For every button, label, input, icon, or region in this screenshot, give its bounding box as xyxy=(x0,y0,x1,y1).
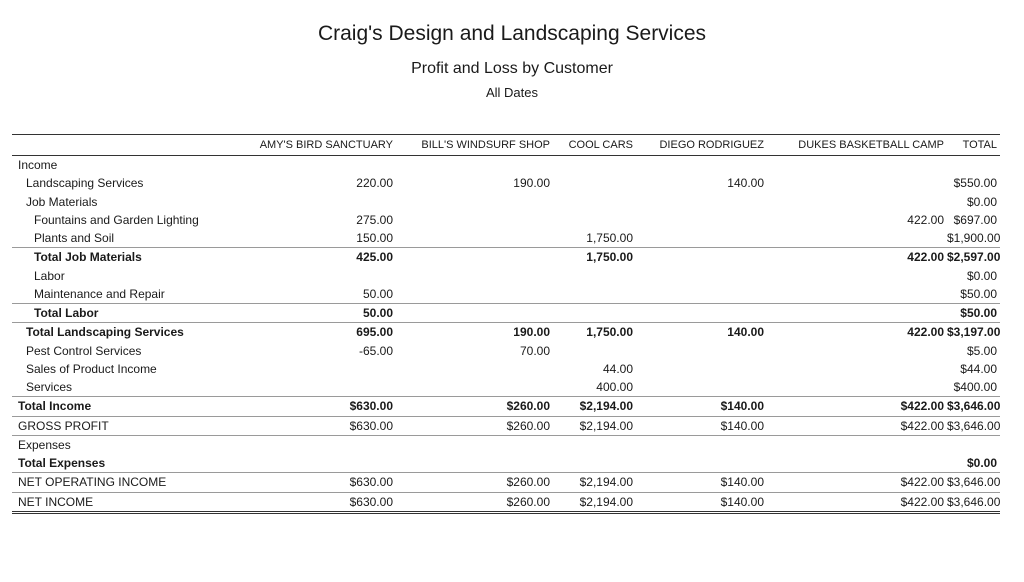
amount-cell[interactable]: 400.00 xyxy=(596,380,633,395)
amount-cell[interactable]: $3,646.00 xyxy=(947,397,1000,416)
amount-cell xyxy=(636,285,767,304)
amount-cell xyxy=(636,435,767,454)
amount-cell[interactable]: 70.00 xyxy=(519,343,550,358)
report-row xyxy=(12,193,1000,211)
column-header-cool-cars[interactable]: COOL CARS xyxy=(553,135,636,156)
amount-cell[interactable]: $422.00 xyxy=(767,397,947,416)
amount-cell[interactable]: $50.00 xyxy=(960,286,997,301)
amount-cell xyxy=(553,304,636,323)
amount-cell[interactable]: $0.00 xyxy=(966,194,997,209)
amount-cell[interactable]: 50.00 xyxy=(225,304,396,323)
amount-cell xyxy=(396,156,553,175)
row-label: Total Landscaping Services xyxy=(12,323,225,342)
report-title: Profit and Loss by Customer xyxy=(411,60,613,77)
report-dates: All Dates xyxy=(485,85,539,100)
report-row xyxy=(12,248,1000,267)
amount-cell[interactable]: $260.00 xyxy=(396,492,553,512)
amount-cell[interactable]: $697.00 xyxy=(953,212,997,227)
amount-cell xyxy=(225,156,396,175)
amount-cell[interactable]: $3,646.00 xyxy=(947,492,1000,512)
column-header-diego-rodriguez[interactable]: DIEGO RODRIGUEZ xyxy=(636,135,767,156)
amount-cell[interactable]: 275.00 xyxy=(356,212,393,227)
amount-cell[interactable]: 422.00 xyxy=(907,212,944,227)
report-row xyxy=(12,174,1000,192)
amount-cell[interactable]: $1,900.00 xyxy=(947,231,1001,246)
amount-cell xyxy=(553,267,636,285)
column-header-bills-windsurf-shop[interactable]: BILL'S WINDSURF SHOP xyxy=(396,135,553,156)
amount-cell[interactable]: 1,750.00 xyxy=(553,248,636,267)
amount-cell xyxy=(225,435,396,454)
amount-cell xyxy=(767,378,947,397)
report-row xyxy=(12,304,1000,323)
amount-cell[interactable]: $5.00 xyxy=(966,343,997,358)
row-label: Fountains and Garden Lighting xyxy=(34,212,199,227)
row-label: Maintenance and Repair xyxy=(34,286,165,301)
amount-cell xyxy=(636,229,767,248)
row-label: Total Income xyxy=(12,397,225,416)
amount-cell xyxy=(553,193,636,211)
amount-cell xyxy=(767,342,947,360)
amount-cell[interactable]: $0.00 xyxy=(966,456,997,471)
column-header-amys-bird-sanctuary[interactable]: AMY'S BIRD SANCTUARY xyxy=(225,135,396,156)
row-label: Job Materials xyxy=(26,194,98,209)
row-label: Total Labor xyxy=(12,304,225,323)
amount-cell[interactable]: 220.00 xyxy=(356,176,393,191)
column-header-dukes-basketball-camp[interactable]: DUKES BASKETBALL CAMP xyxy=(767,135,947,156)
amount-cell xyxy=(947,435,1000,454)
row-label: Expenses xyxy=(12,435,225,454)
row-label: Pest Control Services xyxy=(26,343,142,358)
amount-cell xyxy=(396,378,553,397)
amount-cell xyxy=(767,360,947,378)
amount-cell xyxy=(636,304,767,323)
amount-cell[interactable]: 190.00 xyxy=(513,176,550,191)
amount-cell[interactable]: $260.00 xyxy=(396,416,553,435)
amount-cell[interactable]: 190.00 xyxy=(396,323,553,342)
amount-cell[interactable]: 140.00 xyxy=(636,323,767,342)
row-label: Total Expenses xyxy=(18,456,106,471)
amount-cell[interactable]: $260.00 xyxy=(396,473,553,492)
column-header-row xyxy=(12,135,1000,156)
report-table xyxy=(12,134,1000,514)
amount-cell[interactable]: 695.00 xyxy=(225,323,396,342)
amount-cell xyxy=(396,454,553,473)
amount-cell[interactable]: $630.00 xyxy=(225,397,396,416)
amount-cell[interactable]: 422.00 xyxy=(767,248,947,267)
amount-cell xyxy=(225,454,396,473)
row-label: Sales of Product Income xyxy=(26,361,157,376)
report-row xyxy=(12,473,1000,492)
amount-cell xyxy=(767,193,947,211)
company-name: Craig's Design and Landscaping Services xyxy=(317,22,707,45)
amount-cell xyxy=(767,454,947,473)
amount-cell xyxy=(636,378,767,397)
amount-cell xyxy=(636,454,767,473)
amount-cell[interactable]: $422.00 xyxy=(767,473,947,492)
amount-cell[interactable]: $2,194.00 xyxy=(553,416,636,435)
amount-cell xyxy=(396,229,553,248)
report-row xyxy=(12,360,1000,378)
amount-cell xyxy=(553,435,636,454)
amount-cell[interactable]: $422.00 xyxy=(767,492,947,512)
amount-cell[interactable]: $2,194.00 xyxy=(553,492,636,512)
amount-cell xyxy=(636,342,767,360)
row-label: Plants and Soil xyxy=(34,231,115,246)
amount-cell xyxy=(636,211,767,229)
amount-cell[interactable]: 422.00 xyxy=(767,323,947,342)
amount-cell[interactable]: $3,197.00 xyxy=(947,323,1000,342)
amount-cell xyxy=(767,435,947,454)
row-label: NET OPERATING INCOME xyxy=(12,473,225,492)
amount-cell[interactable]: $260.00 xyxy=(396,397,553,416)
amount-cell xyxy=(636,193,767,211)
report-row xyxy=(12,156,1000,175)
amount-cell xyxy=(767,285,947,304)
amount-cell xyxy=(225,193,396,211)
amount-cell xyxy=(396,285,553,304)
amount-cell[interactable]: $400.00 xyxy=(953,380,997,395)
amount-cell[interactable]: 150.00 xyxy=(356,231,393,246)
report-row xyxy=(12,492,1000,512)
row-label: Services xyxy=(26,380,73,395)
amount-cell xyxy=(225,360,396,378)
row-label: Total Job Materials xyxy=(12,248,225,267)
row-label: NET INCOME xyxy=(12,492,225,512)
amount-cell[interactable]: $140.00 xyxy=(636,492,767,512)
amount-cell[interactable]: $140.00 xyxy=(636,473,767,492)
amount-cell xyxy=(396,193,553,211)
amount-cell[interactable]: $2,194.00 xyxy=(553,473,636,492)
report-row xyxy=(12,378,1000,397)
report-row xyxy=(12,397,1000,416)
column-header-total[interactable]: TOTAL xyxy=(947,135,1000,156)
amount-cell[interactable]: $2,597.00 xyxy=(947,248,1000,267)
amount-cell[interactable]: $630.00 xyxy=(225,492,396,512)
row-label: Landscaping Services xyxy=(26,176,144,191)
amount-cell[interactable]: $140.00 xyxy=(636,397,767,416)
amount-cell xyxy=(636,248,767,267)
report-row xyxy=(12,454,1000,473)
amount-cell xyxy=(396,211,553,229)
amount-cell xyxy=(396,304,553,323)
report-row xyxy=(12,211,1000,229)
amount-cell[interactable]: $422.00 xyxy=(767,416,947,435)
amount-cell xyxy=(225,267,396,285)
amount-cell xyxy=(636,156,767,175)
amount-cell[interactable]: $3,646.00 xyxy=(947,416,1000,435)
report-row xyxy=(12,342,1000,360)
column-header-label xyxy=(12,135,225,156)
report-row xyxy=(12,435,1000,454)
amount-cell[interactable]: $3,646.00 xyxy=(947,473,1000,492)
amount-cell[interactable]: $2,194.00 xyxy=(553,397,636,416)
amount-cell xyxy=(636,267,767,285)
amount-cell[interactable]: 44.00 xyxy=(602,361,633,376)
amount-cell[interactable]: $630.00 xyxy=(225,416,396,435)
amount-cell xyxy=(396,435,553,454)
amount-cell xyxy=(767,174,947,192)
amount-cell xyxy=(947,156,1000,175)
amount-cell xyxy=(396,360,553,378)
amount-cell xyxy=(225,378,396,397)
amount-cell[interactable]: $50.00 xyxy=(947,304,1000,323)
amount-cell[interactable]: $630.00 xyxy=(225,473,396,492)
report-row xyxy=(12,416,1000,435)
amount-cell xyxy=(553,454,636,473)
amount-cell[interactable]: 1,750.00 xyxy=(586,231,633,246)
amount-cell xyxy=(767,304,947,323)
report-row xyxy=(12,285,1000,304)
report-row xyxy=(12,229,1000,248)
amount-cell xyxy=(767,156,947,175)
row-label: Labor xyxy=(34,268,65,283)
amount-cell xyxy=(396,248,553,267)
amount-cell[interactable]: $550.00 xyxy=(953,176,997,191)
amount-cell[interactable]: 140.00 xyxy=(727,176,764,191)
amount-cell xyxy=(553,174,636,192)
amount-cell xyxy=(767,267,947,285)
amount-cell xyxy=(553,285,636,304)
amount-cell xyxy=(767,229,947,248)
amount-cell[interactable]: 1,750.00 xyxy=(553,323,636,342)
report-row xyxy=(12,323,1000,342)
amount-cell xyxy=(553,342,636,360)
amount-cell[interactable]: $140.00 xyxy=(636,416,767,435)
amount-cell[interactable]: $0.00 xyxy=(966,268,997,283)
amount-cell xyxy=(636,360,767,378)
amount-cell xyxy=(396,267,553,285)
row-label: Income xyxy=(18,158,58,173)
report-row xyxy=(12,267,1000,285)
amount-cell[interactable]: -65.00 xyxy=(358,343,393,358)
amount-cell[interactable]: 425.00 xyxy=(225,248,396,267)
amount-cell xyxy=(553,156,636,175)
amount-cell xyxy=(553,211,636,229)
amount-cell[interactable]: $44.00 xyxy=(960,361,997,376)
report-body xyxy=(12,156,1000,513)
row-label: GROSS PROFIT xyxy=(12,416,225,435)
amount-cell[interactable]: 50.00 xyxy=(362,286,393,301)
